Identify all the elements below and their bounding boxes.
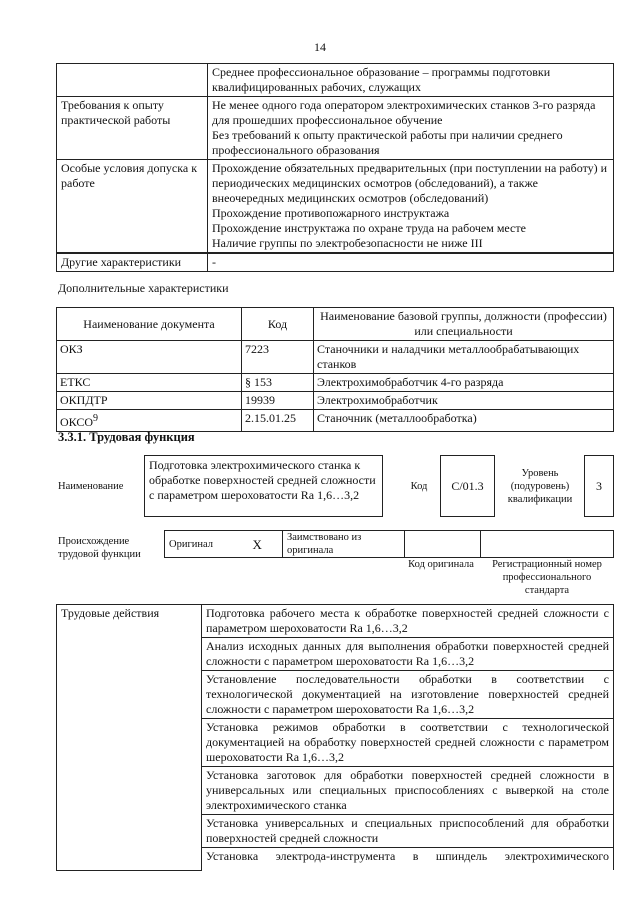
- level-value-box: 3: [584, 455, 614, 517]
- experience-line: Не менее одного года оператором электрохимических станков 3-го разряда для прошедших профессиональное обучение: [212, 98, 596, 127]
- experience-label: Требования к опыту практической работы: [57, 97, 208, 160]
- action-item: Установка заготовок для обработки поверхностей средней сложности в универсальных или специальных приспособлениях с выверкой на столе электрохимического станка: [202, 767, 614, 815]
- action-item: Подготовка рабочего места к обработке поверхностей средней сложности с параметром шероховатости Ra 1,6…3,2: [202, 605, 614, 638]
- table-cell: [202, 848, 614, 871]
- level-label: Уровень (подуровень) квалификации: [507, 468, 573, 505]
- doc-cell: [57, 410, 242, 432]
- classifier-table: [56, 307, 614, 432]
- name-cell: Электрохимобработчик 4-го разряда: [314, 374, 614, 392]
- reg-number-cell: [481, 531, 614, 558]
- caption-reg-number: Регистрационный номер профессионального стандарта: [492, 559, 602, 596]
- code-cell: 2.15.01.25: [242, 410, 314, 432]
- table-row: [57, 97, 614, 160]
- table-row: [57, 392, 614, 410]
- function-code-box: C/01.3: [440, 455, 495, 517]
- original-code-cell: [405, 531, 481, 558]
- page-number: 14: [314, 40, 326, 54]
- other-label: Другие характеристики: [57, 253, 208, 272]
- caption-original-code: Код оригинала: [408, 559, 474, 570]
- table-row: [57, 410, 614, 432]
- action-item: Анализ исходных данных для выполнения обработки поверхностей средней сложности с параметром шероховатости Ra 1,6…3,2: [202, 638, 614, 671]
- table-row: [57, 253, 614, 272]
- original-mark: X: [233, 531, 283, 558]
- code-cell: § 153: [242, 374, 314, 392]
- name-cell: Станочник (металлообработка): [314, 410, 614, 432]
- education-text: Среднее профессиональное образование – программы подготовки квалифицированных рабочих, служащих: [208, 64, 614, 97]
- admission-line: Прохождение обязательных предварительных (при поступлении на работу) и периодических медицинских осмотров (обследований), а также внеочередных медицинских осмотров (обследований): [212, 161, 608, 205]
- original-label: Оригинал: [165, 531, 233, 558]
- table-row: [57, 374, 614, 392]
- table-cell: [208, 97, 614, 160]
- admission-line: Наличие группы по электробезопасности не ниже III: [212, 236, 483, 250]
- table-cell: [208, 160, 614, 254]
- doc-cell: ОКПДТР: [57, 392, 242, 410]
- function-name-box: Подготовка электрохимического станка к обработке поверхностей средней сложности с параметром шероховатости Ra 1,6…3,2: [144, 455, 383, 517]
- header-document: Наименование документа: [57, 308, 242, 341]
- borrowed-label: Заимствовано из оригинала: [283, 531, 405, 558]
- table-row: [57, 64, 614, 97]
- experience-line: Без требований к опыту практической работы при наличии среднего профессионального образования: [212, 128, 563, 157]
- origin-table: [164, 530, 614, 558]
- admission-line: Прохождение противопожарного инструктажа: [212, 206, 450, 220]
- admission-label: Особые условия допуска к работе: [57, 160, 208, 254]
- origin-label: Происхождение трудовой функции: [58, 536, 141, 560]
- doc-name: ОКСО: [60, 415, 94, 429]
- name-cell: Станочники и наладчики металлообрабатывающих станков: [314, 341, 614, 374]
- action-item: Установление последовательности обработки в соответствии с технологической документацией на изготовление поверхностей средней сложности с параметром шероховатости Ra 1,6…3,2: [202, 671, 614, 719]
- footnote-ref: 9: [93, 413, 99, 424]
- table-row: [57, 341, 614, 374]
- header-code: Код: [242, 308, 314, 341]
- table-cell: [57, 64, 208, 97]
- other-value: -: [208, 253, 614, 272]
- section-title: Дополнительные характеристики: [58, 281, 229, 295]
- code-label: Код: [410, 481, 428, 492]
- requirements-table: [56, 63, 614, 272]
- header-name: Наименование базовой группы, должности (профессии) или специальности: [314, 308, 614, 341]
- code-cell: 19939: [242, 392, 314, 410]
- table-row: [57, 605, 614, 638]
- table-header-row: [57, 308, 614, 341]
- function-heading: 3.3.1. Трудовая функция: [58, 430, 195, 444]
- code-cell: 7223: [242, 341, 314, 374]
- actions-table: [56, 604, 614, 871]
- doc-cell: ОКЗ: [57, 341, 242, 374]
- table-row: [57, 160, 614, 254]
- action-item: Установка режимов обработки в соответствии с технологической документацией на обработку поверхностей средней сложности с параметром шероховатости Ra 1,6…3,2: [202, 719, 614, 767]
- name-cell: Электрохимобработчик: [314, 392, 614, 410]
- table-row: [165, 531, 614, 558]
- actions-label: Трудовые действия: [57, 605, 202, 871]
- action-item: Установка универсальных и специальных приспособлений для обработки поверхностей средней сложности: [202, 815, 614, 848]
- name-label: Наименование: [58, 481, 124, 492]
- doc-cell: ЕТКС: [57, 374, 242, 392]
- action-item: Установка электрода-инструмента в шпиндель электрохимического: [206, 849, 609, 863]
- admission-line: Прохождение инструктажа по охране труда на рабочем месте: [212, 221, 526, 235]
